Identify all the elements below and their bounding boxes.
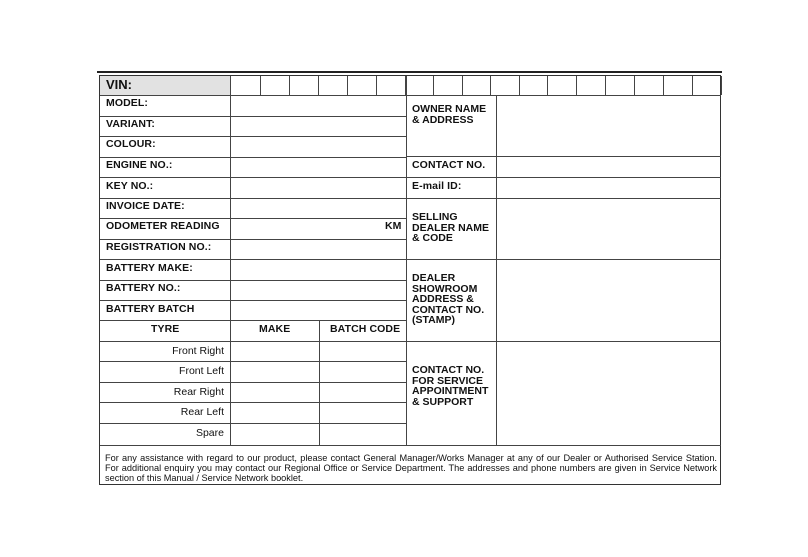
tyre-label-divider <box>230 320 231 445</box>
vin-box-divider <box>376 76 377 95</box>
battery-no-label: BATTERY NO.: <box>106 282 181 294</box>
odometer-label: ODOMETER READING <box>106 220 220 232</box>
vin-box-divider <box>721 76 722 95</box>
vin-box-divider <box>289 76 290 95</box>
left-row-divider <box>100 157 406 158</box>
left-row-divider <box>100 320 406 321</box>
top-rule <box>97 71 722 73</box>
vin-box-divider <box>576 76 577 95</box>
tyre-row-rear-right: Rear Right <box>173 386 224 398</box>
left-row-divider <box>100 423 406 424</box>
tyre-row-spare: Spare <box>195 427 224 439</box>
vin-box-divider <box>519 76 520 95</box>
vin-box-divider <box>318 76 319 95</box>
vin-row-divider <box>100 95 721 96</box>
odometer-unit: KM <box>385 220 402 232</box>
left-row-divider <box>100 177 406 178</box>
battery-make-label: BATTERY MAKE: <box>106 262 193 274</box>
vin-box-divider <box>692 76 693 95</box>
right-label-divider <box>496 95 497 445</box>
variant-label: VARIANT: <box>106 118 156 130</box>
invoice-date-label: INVOICE DATE: <box>106 200 185 212</box>
tyre-row-front-left: Front Left <box>179 365 224 377</box>
assistance-note: For any assistance with regard to our product, please contact General Manager/Works Manager at any of our Dealer or Authorised Service Station. For additional enquiry you may contact our Regional Office or Service Department. The addresses and phone numbers are given in Service Network section of this Manual / Service Network booklet. <box>105 453 717 484</box>
email-label: E-mail ID: <box>412 180 462 192</box>
tyre-header: TYRE <box>151 323 180 335</box>
colour-label: COLOUR: <box>106 138 156 150</box>
center-divider <box>406 76 407 445</box>
right-row-divider <box>406 156 721 157</box>
tyre-row-front-right: Front Right <box>172 345 224 357</box>
tyre-row-rear-left: Rear Left <box>180 406 224 418</box>
vin-label: VIN: <box>106 77 132 92</box>
left-row-divider <box>100 361 406 362</box>
tyre-make-divider <box>319 320 320 445</box>
engine-no-label: ENGINE NO.: <box>106 159 173 171</box>
left-row-divider <box>100 136 406 137</box>
key-no-label: KEY NO.: <box>106 180 154 192</box>
battery-batch-label: BATTERY BATCH <box>106 303 195 315</box>
left-row-divider <box>100 300 406 301</box>
left-row-divider <box>100 280 406 281</box>
vin-box-divider <box>462 76 463 95</box>
right-row-divider <box>406 177 721 178</box>
owner-label: OWNER NAME & ADDRESS <box>412 103 487 126</box>
left-row-divider <box>100 341 406 342</box>
vin-box-divider <box>347 76 348 95</box>
selling-dealer-label: SELLING DEALER NAME & CODE <box>412 211 490 244</box>
service-contact-label: CONTACT NO. FOR SERVICE APPOINTMENT & SUPPORT <box>412 364 489 408</box>
right-row-divider <box>406 259 721 260</box>
left-row-divider <box>100 116 406 117</box>
make-header: MAKE <box>259 323 291 335</box>
left-row-divider <box>100 259 406 260</box>
footer-divider <box>100 445 721 446</box>
left-row-divider <box>100 218 406 219</box>
vin-box-divider <box>634 76 635 95</box>
left-row-divider <box>100 239 406 240</box>
dealer-showroom-label: DEALER SHOWROOM ADDRESS & CONTACT NO. (STAMP) <box>412 272 485 326</box>
left-row-divider <box>100 402 406 403</box>
left-row-divider <box>100 382 406 383</box>
left-row-divider <box>100 198 406 199</box>
right-row-divider <box>406 198 721 199</box>
vin-box-divider <box>490 76 491 95</box>
vin-box-divider <box>433 76 434 95</box>
batch-code-header: BATCH CODE <box>330 323 401 335</box>
right-row-divider <box>406 341 721 342</box>
contact-no-label: CONTACT NO. <box>412 159 486 171</box>
model-label: MODEL: <box>106 97 149 109</box>
vin-box-divider <box>663 76 664 95</box>
vin-box-divider <box>605 76 606 95</box>
vin-box-divider <box>547 76 548 95</box>
registration-no-label: REGISTRATION NO.: <box>106 241 212 253</box>
vin-box-divider <box>260 76 261 95</box>
